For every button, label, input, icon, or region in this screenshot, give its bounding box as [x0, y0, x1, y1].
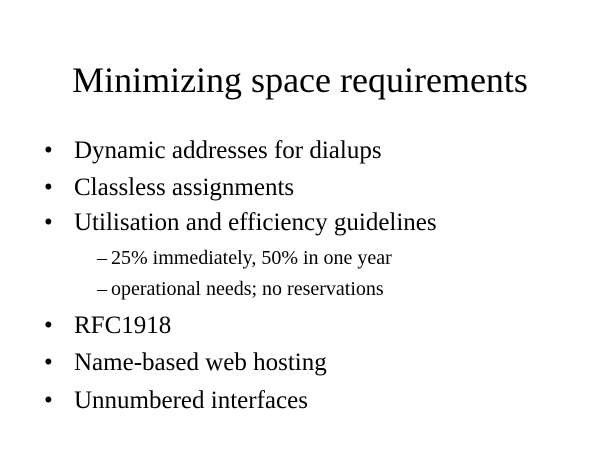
bullet-icon: • [44, 174, 53, 201]
bullet-text: Name-based web hosting [74, 349, 327, 376]
bullet-item [44, 208, 437, 238]
slide-title: Minimizing space requirements [72, 60, 528, 100]
bullet-item [44, 173, 294, 203]
bullet-text: Classless assignments [74, 174, 295, 201]
sub-bullet-text: operational needs; no reservations [111, 278, 384, 300]
bullet-item [44, 136, 382, 166]
sub-bullet-item [97, 246, 392, 270]
bullet-item [44, 386, 308, 416]
bullet-item [44, 348, 327, 378]
bullet-text: Utilisation and efficiency guidelines [74, 209, 437, 236]
bullet-icon: • [44, 312, 53, 339]
sub-bullet-text: 25% immediately, 50% in one year [111, 247, 392, 269]
bullet-text: RFC1918 [74, 312, 172, 339]
bullet-icon: • [44, 387, 53, 414]
dash-icon: – [97, 278, 107, 300]
sub-bullet-item [97, 277, 384, 301]
bullet-icon: • [44, 349, 53, 376]
dash-icon: – [97, 247, 107, 269]
bullet-icon: • [44, 137, 53, 164]
bullet-text: Dynamic addresses for dialups [74, 137, 382, 164]
bullet-icon: • [44, 209, 53, 236]
bullet-text: Unnumbered interfaces [74, 387, 308, 414]
bullet-item [44, 311, 171, 341]
